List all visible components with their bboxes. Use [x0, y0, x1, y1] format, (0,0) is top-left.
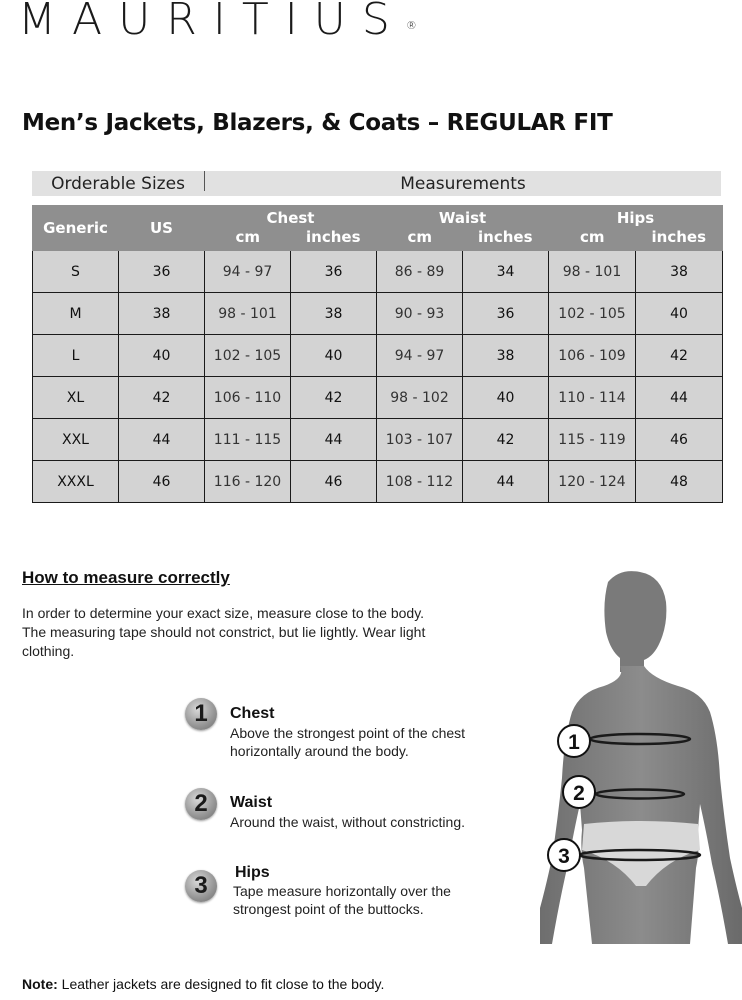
waist-inches-label: inches — [478, 227, 533, 246]
cell-waist-cm: 108 - 112 — [377, 461, 463, 503]
hips-cm-label: cm — [579, 227, 605, 246]
cell-us: 40 — [119, 335, 205, 377]
step-3-badge: 3 — [185, 870, 217, 902]
cell-us: 46 — [119, 461, 205, 503]
table-row — [33, 293, 723, 335]
cell-hips-in: 46 — [636, 419, 723, 461]
cell-chest-cm: 116 - 120 — [205, 461, 291, 503]
footer-note — [22, 976, 384, 992]
cell-chest-cm: 102 - 105 — [205, 335, 291, 377]
head-shape — [604, 571, 666, 672]
cell-hips-cm: 120 - 124 — [549, 461, 636, 503]
chest-label: Chest — [266, 208, 315, 227]
registered-mark: ® — [405, 19, 417, 32]
col-chest — [205, 206, 377, 251]
cell-us: 38 — [119, 293, 205, 335]
hips-inches-label: inches — [651, 227, 706, 246]
step-1-description — [230, 724, 465, 760]
chest-cm-label: cm — [235, 227, 261, 246]
marker-2-label: 2 — [573, 782, 585, 805]
cell-generic: XL — [33, 377, 119, 419]
step-3-description — [233, 882, 451, 918]
table-row — [33, 377, 723, 419]
marker-1 — [558, 725, 590, 757]
cell-generic: XXL — [33, 419, 119, 461]
how-to-measure-heading: How to measure correctly — [22, 568, 230, 587]
note-text: Leather jackets are designed to fit close to the body. — [57, 976, 385, 992]
measurements-heading: Measurements — [400, 174, 526, 194]
note-label: Note: — [22, 976, 58, 992]
intro-line: clothing. — [22, 643, 75, 659]
cell-generic: S — [33, 251, 119, 293]
step-1-line: Above the strongest point of the chest — [230, 725, 466, 741]
cell-hips-in: 42 — [636, 335, 723, 377]
cell-chest-in: 46 — [291, 461, 377, 503]
cell-generic: M — [33, 293, 119, 335]
hips-label: Hips — [616, 208, 655, 227]
step-3-line: Tape measure horizontally over the — [233, 883, 451, 899]
col-generic: Generic — [33, 206, 119, 251]
marker-3-label: 3 — [558, 845, 570, 868]
chest-inches-label: inches — [306, 227, 361, 246]
cell-hips-cm: 98 - 101 — [549, 251, 636, 293]
col-waist — [377, 206, 549, 251]
how-to-measure-intro — [22, 604, 492, 661]
cell-hips-cm: 106 - 109 — [549, 335, 636, 377]
cell-hips-cm: 115 - 119 — [549, 419, 636, 461]
cell-hips-in: 40 — [636, 293, 723, 335]
intro-line: The measuring tape should not constrict, but lie lightly. Wear light — [22, 624, 426, 640]
step-3-line: strongest point of the buttocks. — [233, 901, 424, 917]
table-row — [33, 251, 723, 293]
step-2-badge: 2 — [185, 788, 217, 820]
cell-chest-in: 38 — [291, 293, 377, 335]
cell-waist-in: 36 — [463, 293, 549, 335]
cell-chest-in: 42 — [291, 377, 377, 419]
table-row — [33, 335, 723, 377]
step-2-title: Waist — [230, 794, 273, 811]
cell-us: 36 — [119, 251, 205, 293]
cell-chest-in: 40 — [291, 335, 377, 377]
marker-1-label: 1 — [568, 731, 580, 754]
step-1-badge: 1 — [185, 698, 217, 730]
cell-waist-cm: 86 - 89 — [377, 251, 463, 293]
cell-hips-cm: 110 - 114 — [549, 377, 636, 419]
brand-logo-text: MAURITIUS — [18, 0, 406, 45]
cell-chest-cm: 106 - 110 — [205, 377, 291, 419]
cell-generic: L — [33, 335, 119, 377]
cell-chest-cm: 94 - 97 — [205, 251, 291, 293]
table-header-row — [33, 206, 723, 251]
cell-waist-in: 34 — [463, 251, 549, 293]
brand-logo — [18, 0, 417, 44]
waist-label: Waist — [438, 208, 487, 227]
cell-us: 42 — [119, 377, 205, 419]
marker-2 — [563, 776, 595, 808]
page-title: Men’s Jackets, Blazers, & Coats – REGULAR FIT — [22, 110, 613, 136]
size-table — [32, 205, 723, 503]
col-us: US — [119, 206, 205, 251]
cell-hips-in: 48 — [636, 461, 723, 503]
cell-waist-cm: 103 - 107 — [377, 419, 463, 461]
cell-waist-in: 42 — [463, 419, 549, 461]
col-hips — [549, 206, 723, 251]
cell-hips-in: 38 — [636, 251, 723, 293]
cell-hips-cm: 102 - 105 — [549, 293, 636, 335]
step-1-title: Chest — [230, 705, 275, 722]
cell-chest-cm: 98 - 101 — [205, 293, 291, 335]
table-row — [33, 461, 723, 503]
marker-3 — [548, 839, 580, 871]
cell-waist-in: 44 — [463, 461, 549, 503]
step-2-line: Around the waist, without constricting. — [230, 814, 466, 830]
cell-chest-in: 44 — [291, 419, 377, 461]
cell-chest-in: 36 — [291, 251, 377, 293]
cell-generic: XXXL — [33, 461, 119, 503]
cell-chest-cm: 111 - 115 — [205, 419, 291, 461]
step-1-line: horizontally around the body. — [230, 743, 409, 759]
step-3-title: Hips — [235, 864, 270, 881]
cell-us: 44 — [119, 419, 205, 461]
cell-hips-in: 44 — [636, 377, 723, 419]
cell-waist-in: 40 — [463, 377, 549, 419]
orderable-sizes-heading: Orderable Sizes — [51, 174, 185, 194]
step-2-description — [230, 813, 465, 831]
cell-waist-cm: 98 - 102 — [377, 377, 463, 419]
waist-cm-label: cm — [407, 227, 433, 246]
table-row — [33, 419, 723, 461]
body-silhouette-icon — [540, 568, 742, 944]
intro-line: In order to determine your exact size, measure close to the body. — [22, 605, 425, 621]
cell-waist-in: 38 — [463, 335, 549, 377]
cell-waist-cm: 90 - 93 — [377, 293, 463, 335]
cell-waist-cm: 94 - 97 — [377, 335, 463, 377]
